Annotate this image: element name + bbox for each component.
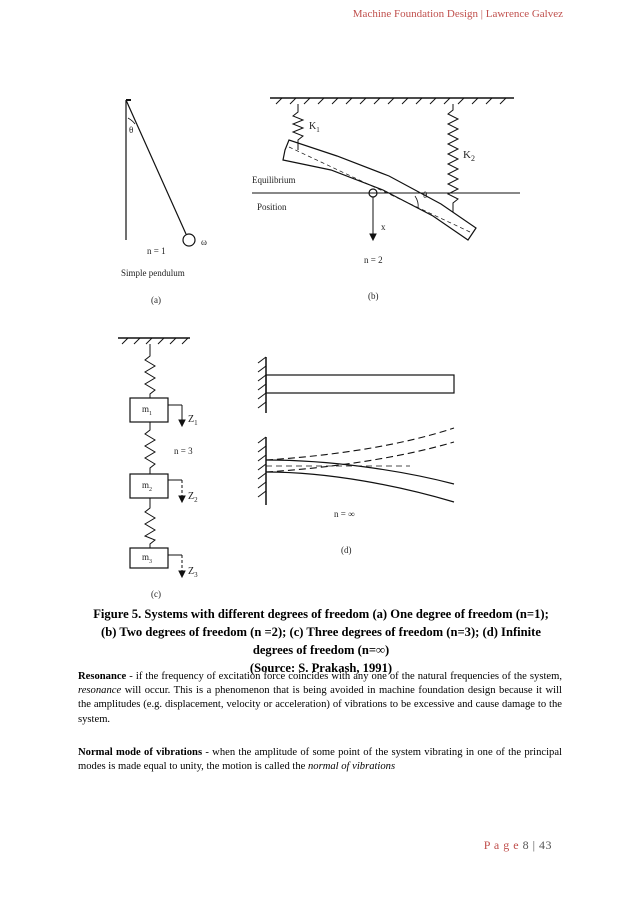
position-label: Position [257,202,287,212]
normal-mode-emphasis: normal of vibrations [307,761,396,773]
page-word: P a g e [483,838,520,852]
spring-k2-label: $K_2$ [463,149,475,164]
figure-a-label: (a) [151,295,161,305]
pendulum-n-label: n = 1 [147,246,166,256]
pendulum-omega-label: ω [201,237,207,247]
z2-label: $Z_2$ [188,491,198,504]
bar-theta-label: θ [423,190,428,200]
pendulum-theta-label: θ [129,125,134,135]
spring-k1-label: $K_1$ [309,121,320,134]
two-dof-diagram [252,98,520,240]
page-footer [484,838,552,853]
pendulum-name-label: Simple pendulum [121,268,185,278]
three-dof-diagram [118,338,190,577]
caption-line-4: (Source: S. Prakash, 1991) [249,661,393,675]
page-number: 8 | 43 [522,838,552,852]
pendulum-diagram [126,100,195,246]
figure-caption [40,605,602,677]
three-dof-n-label: n = 3 [174,446,193,456]
cantilever-n-label: n = ∞ [334,509,355,519]
bar-displacement-label: x [381,222,386,232]
normal-mode-paragraph: Normal mode of vibrations - when the amplitude of some point of the system vibrating in one of the principal modes is made equal to unity, the motion is called the normal of vibrations [78,747,562,773]
z3-label: $Z_3$ [188,566,198,579]
resonance-term: Resonance [78,671,127,682]
caption-line-2: (b) Two degrees of freedom (n =2); (c) Three degrees of freedom (n=3); (d) Infinite [101,625,541,639]
mass-m2-label: $m_2$ [142,480,153,493]
equilibrium-label: Equilibrium [252,175,296,185]
figure-d-label: (d) [341,545,352,555]
mass-m3-label: $m_3$ [142,552,153,565]
cantilever-diagram [258,357,454,505]
normal-mode-term: Normal mode of vibrations [78,747,203,758]
caption-line-3: degrees of freedom (n=∞) [252,643,390,657]
running-header: Machine Foundation Design | Lawrence Galvez [352,8,563,20]
z1-label: $Z_1$ [188,414,198,427]
figure-c-label: (c) [151,589,161,599]
resonance-emphasis: resonance [78,685,122,697]
resonance-paragraph: Resonance - if the frequency of excitation force coincides with any one of the natural frequencies of the system, resonance will occur. This is a phenomenon that is being avoided in machine foundation design because it will the amplitudes (e.g. displacement, velocity or acceleration) of vibrations to be excessive and cause damage to the system. [78,671,562,725]
two-dof-n-label: n = 2 [364,255,383,265]
caption-line-1: Figure 5. Systems with different degrees of freedom (a) One degree of freedom (n=1); [93,607,549,621]
mass-m1-label: $m_1$ [142,404,153,417]
figure-b-label: (b) [368,291,379,301]
